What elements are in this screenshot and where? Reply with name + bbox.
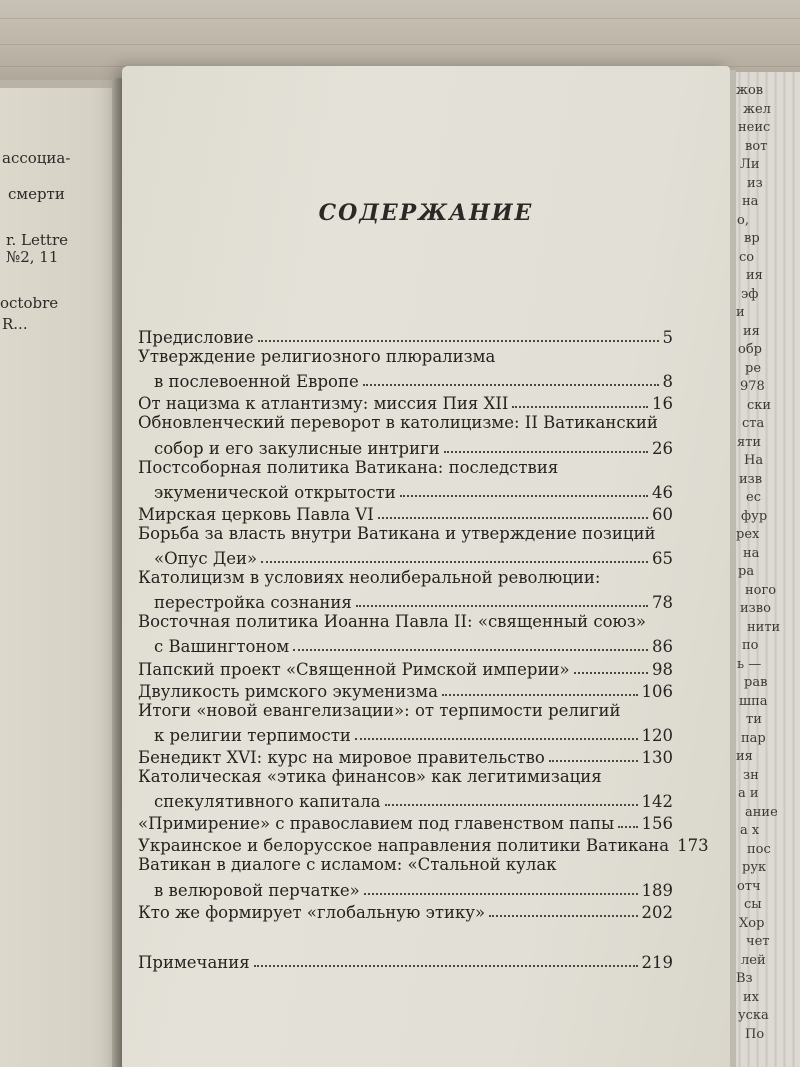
right-fragment: рук <box>742 860 767 875</box>
page-title: СОДЕРЖАНИЕ <box>318 200 534 226</box>
right-fragment: изв <box>739 471 763 487</box>
toc-entry <box>138 369 673 391</box>
right-fragment: эф <box>741 286 759 302</box>
right-fragment: ти <box>746 712 762 727</box>
right-fragment: ание <box>745 804 778 820</box>
dot-leader <box>355 737 638 740</box>
right-fragment: вр <box>744 231 760 246</box>
toc-page-number: 156 <box>641 814 673 833</box>
toc-entry <box>138 502 673 524</box>
toc-entry-title: Двуликость римского экуменизма <box>138 682 438 701</box>
dot-leader <box>442 693 638 696</box>
toc-entry-title: Ватикан в диалоге с исламом: «Стальной кулак <box>138 855 557 874</box>
toc-page-number: 46 <box>652 483 673 502</box>
toc-page-number: 65 <box>652 549 673 568</box>
toc-page-number: 120 <box>641 726 673 745</box>
right-fragment: пос <box>747 841 771 857</box>
toc-entry-title: спекулятивного капитала <box>154 792 381 811</box>
right-fragment: ия <box>736 749 753 764</box>
toc-page-number: 26 <box>652 439 673 458</box>
dot-leader <box>293 648 648 651</box>
right-fragment: жов <box>736 83 764 98</box>
toc-entry <box>138 436 673 458</box>
dot-leader <box>549 759 638 762</box>
right-fragment: ь — <box>737 656 762 672</box>
right-fragment: Ли <box>740 157 760 172</box>
right-fragment: яти <box>737 434 762 450</box>
right-fragment: лей <box>741 952 766 968</box>
dot-leader <box>363 383 659 386</box>
right-fragment: со <box>739 249 755 265</box>
left-fragment: r. Lettre <box>6 231 68 249</box>
toc-entry-title: Католицизм в условиях неолиберальной революции: <box>138 568 601 587</box>
left-fragment: R... <box>2 315 28 333</box>
dot-leader <box>364 892 638 895</box>
toc-entry <box>138 745 673 767</box>
right-fragment: ре <box>745 360 762 376</box>
right-fragment: ес <box>746 490 761 505</box>
right-fragment: отч <box>737 878 761 894</box>
dot-leader <box>378 516 648 519</box>
toc-page-number: 106 <box>641 682 673 701</box>
left-fragment: №2, 11 <box>6 248 59 266</box>
right-fragment: ия <box>746 268 763 283</box>
right-fragment: и <box>736 305 745 320</box>
toc-entry-title: собор и его закулисные интриги <box>154 439 440 458</box>
toc-entry-title: Предисловие <box>138 328 254 347</box>
toc-page-number: 130 <box>641 748 673 767</box>
toc-entry-title: Кто же формирует «глобальную этику» <box>138 903 486 922</box>
toc-entry-title: Утверждение религиозного плюрализма <box>138 347 496 366</box>
toc-entry-title: к религии терпимости <box>154 726 351 745</box>
right-fragment: рав <box>744 675 768 690</box>
toc-entry-title: Папский проект «Священной Римской империи» <box>138 660 570 679</box>
dot-leader <box>356 604 648 607</box>
right-fragment: их <box>743 989 759 1005</box>
toc-page-number: 60 <box>652 505 673 524</box>
toc-entry-title: Итоги «новой евангелизации»: от терпимости религий <box>138 701 621 720</box>
toc-page-number: 202 <box>641 903 673 922</box>
left-fragment: ассоциа- <box>2 149 71 167</box>
right-fragment: обр <box>738 342 762 357</box>
right-fragment: По <box>745 1026 765 1042</box>
toc-entry-title: От нацизма к атлантизму: миссия Пия XII <box>138 394 509 413</box>
toc-entry <box>138 833 709 855</box>
right-fragment: ия <box>743 323 760 339</box>
dot-leader <box>400 494 648 497</box>
right-fragment: Хор <box>739 915 765 931</box>
toc-entry <box>138 723 673 745</box>
toc-entry <box>138 950 673 972</box>
dot-leader <box>254 964 638 967</box>
right-fragment: на <box>743 545 760 561</box>
left-fragment: смерти <box>8 185 65 203</box>
dot-leader <box>261 560 648 563</box>
toc-entry <box>138 900 673 922</box>
toc-entry <box>138 391 673 413</box>
toc-entry <box>138 546 673 568</box>
toc-entry-title: Бенедикт XVI: курс на мировое правительство <box>138 748 545 767</box>
toc-entry <box>138 325 673 347</box>
toc-page-number: 142 <box>641 792 673 811</box>
right-fragment: ски <box>747 397 772 413</box>
toc-entry <box>138 590 673 612</box>
toc-entry-title: Постсоборная политика Ватикана: последствия <box>138 458 559 477</box>
toc-entry <box>138 480 673 502</box>
toc-entry <box>138 811 673 833</box>
right-fragment: на <box>742 194 759 209</box>
right-fragment: Вз <box>736 971 753 986</box>
right-newspaper-stack <box>732 72 800 1067</box>
right-fragment: нити <box>747 619 781 635</box>
toc-page-number: 78 <box>652 593 673 612</box>
right-fragment: фур <box>741 508 768 524</box>
toc-entry-title: Примечания <box>138 953 250 972</box>
toc-entry-title: Восточная политика Иоанна Павла II: «священный союз» <box>138 612 646 631</box>
toc-page-number: 219 <box>641 953 673 972</box>
dot-leader <box>444 450 648 453</box>
dot-leader <box>489 914 637 917</box>
right-fragment: чет <box>746 934 770 949</box>
toc-page-number: 86 <box>652 637 673 656</box>
right-fragment: а х <box>740 823 760 838</box>
toc-entry-title: Борьба за власть внутри Ватикана и утверждение позиций <box>138 524 656 543</box>
toc-entry <box>138 634 673 656</box>
right-fragment: зн <box>743 767 759 783</box>
toc-entry-title: перестройка сознания <box>154 593 352 612</box>
dot-leader <box>574 671 648 674</box>
right-fragment: из <box>747 175 763 191</box>
toc-entry <box>138 679 673 701</box>
right-fragment: На <box>744 453 764 468</box>
right-fragment: 978 <box>740 379 765 394</box>
toc-entry-title: с Вашингтоном <box>154 637 290 656</box>
right-fragment: уска <box>738 1008 769 1023</box>
right-fragment: а и <box>738 786 759 801</box>
toc-page-number: 189 <box>641 881 673 900</box>
right-fragment: изво <box>740 601 771 616</box>
right-fragment: ного <box>745 582 777 598</box>
toc-entry-title: Обновленческий переворот в католицизме: II Ватиканский <box>138 413 658 432</box>
dot-leader <box>385 803 638 806</box>
right-fragment: сы <box>744 897 762 912</box>
toc-entry-title: Украинское и белорусское направления политики Ватикана <box>138 836 670 855</box>
toc-entry-title: в послевоенной Европе <box>154 372 359 391</box>
dot-leader <box>512 405 648 408</box>
toc-page-number: 173 <box>677 836 709 855</box>
toc-entry-title: Мирская церковь Павла VI <box>138 505 374 524</box>
toc-page-number: 16 <box>652 394 673 413</box>
right-fragment: жел <box>743 101 771 117</box>
toc-page-number: 8 <box>662 372 673 391</box>
right-fragment: вот <box>745 138 768 154</box>
toc-entry <box>138 878 673 900</box>
toc-entry-title: «Опус Деи» <box>154 549 258 568</box>
toc-page-number: 98 <box>652 660 673 679</box>
toc-page-number: 5 <box>662 328 673 347</box>
right-fragment: неис <box>738 120 771 135</box>
dot-leader <box>618 825 637 828</box>
right-fragment: рех <box>736 527 760 542</box>
toc-entry <box>138 789 673 811</box>
right-fragment: о, <box>737 212 749 228</box>
toc-entry-title: «Примирение» с православием под главенством папы <box>138 814 615 833</box>
right-fragment: ста <box>742 416 765 431</box>
toc-entry-title: в велюровой перчатке» <box>154 881 360 900</box>
toc-entry-title: Католическая «этика финансов» как легитимизация <box>138 767 602 786</box>
right-fragment: ра <box>738 564 755 579</box>
right-fragment: пар <box>741 730 766 746</box>
toc-entry-title: экуменической открытости <box>154 483 396 502</box>
toc-entry <box>138 657 673 679</box>
left-fragment: octobre <box>0 294 59 312</box>
right-fragment: по <box>742 638 759 653</box>
dot-leader <box>258 339 659 342</box>
right-fragment: шпа <box>739 693 768 709</box>
